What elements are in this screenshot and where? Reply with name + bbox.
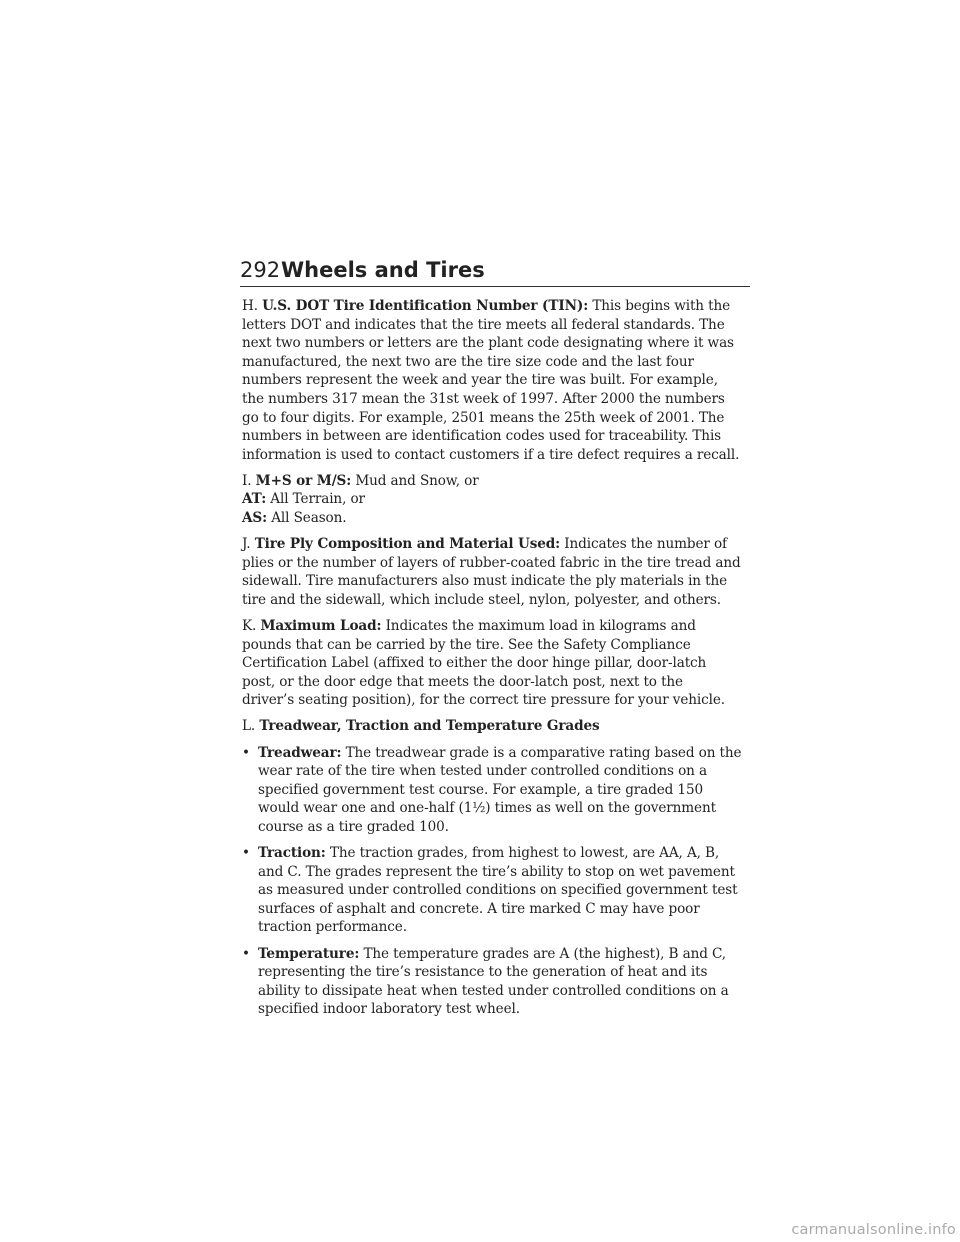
paragraph-line: driver’s seating position), for the correct tire pressure for your vehicle. xyxy=(242,692,725,709)
paragraph-line xyxy=(242,535,762,554)
paragraph-k xyxy=(242,617,762,710)
paragraph-line: plies or the number of layers of rubber-coated fabric in the tire tread and xyxy=(242,554,741,571)
term-tin: U.S. DOT Tire Identification Number (TIN): xyxy=(262,298,589,314)
paragraph-line: tire and the sidewall, which include steel, nylon, polyester, and others. xyxy=(242,591,721,608)
term-at: AT: xyxy=(242,491,267,508)
paragraph-line xyxy=(242,717,762,736)
term-ms: M+S or M/S: xyxy=(255,472,352,489)
paragraph-text: The temperature grades are A (the highest), B and C, xyxy=(363,945,727,962)
paragraph-text: The traction grades, from highest to lowest, are AA, A, B, xyxy=(329,845,720,862)
paragraph-line: ability to dissipate heat when tested under controlled conditions on a xyxy=(258,982,729,999)
paragraph-line xyxy=(242,490,762,509)
paragraph-line xyxy=(258,844,762,863)
term-max-load: Maximum Load: xyxy=(260,618,382,634)
bullet-treadwear xyxy=(242,744,762,837)
term-as: AS: xyxy=(242,510,268,527)
bullet-temperature xyxy=(242,945,762,1019)
paragraph-j xyxy=(242,535,762,609)
paragraph-line: and C. The grades represent the tire’s ability to stop on wet pavement xyxy=(258,863,735,880)
item-letter: I. xyxy=(242,472,252,489)
paragraph-line: representing the tire’s resistance to the generation of heat and its xyxy=(258,964,708,981)
item-letter: L. xyxy=(242,718,256,735)
paragraph-text: All Season. xyxy=(271,510,347,527)
paragraph-line: as measured under controlled conditions on specified government test xyxy=(258,882,738,899)
paragraph-text: This begins with the xyxy=(592,298,731,314)
paragraph-line: specified government test course. For example, a tire graded 150 xyxy=(258,781,704,798)
section-title: Wheels and Tires xyxy=(281,258,485,282)
paragraph-line: manufactured, the next two are the tire size code and the last four xyxy=(242,353,694,370)
paragraph-line: numbers represent the week and year the tire was built. For example, xyxy=(242,372,718,389)
paragraph-i xyxy=(242,472,762,528)
paragraph-line: Certification Label (affixed to either the door hinge pillar, door-latch xyxy=(242,655,707,672)
paragraph-line xyxy=(242,509,762,528)
paragraph-line: traction performance. xyxy=(258,919,407,936)
page-number: 292 xyxy=(240,258,281,282)
term-treadwear: Treadwear: xyxy=(258,744,342,761)
page-content xyxy=(242,297,762,1026)
paragraph-line: the numbers 317 mean the 31st week of 1997. After 2000 the numbers xyxy=(242,390,725,407)
paragraph-line: specified indoor laboratory test wheel. xyxy=(258,1001,520,1018)
bullet-icon: • xyxy=(242,744,250,761)
paragraph-line: sidewall. Tire manufacturers also must indicate the ply materials in the xyxy=(242,573,728,590)
paragraph-line xyxy=(242,617,762,636)
paragraph-h xyxy=(242,297,762,464)
paragraph-text: Indicates the number of xyxy=(564,536,727,553)
paragraph-line: wear rate of the tire when tested under controlled conditions on a xyxy=(258,763,707,780)
paragraph-line xyxy=(242,297,762,316)
paragraph-text: Indicates the maximum load in kilograms and xyxy=(385,618,696,634)
bullet-traction xyxy=(242,844,762,937)
paragraph-line: post, or the door edge that meets the door-latch post, next to the xyxy=(242,673,683,690)
paragraph-text: The treadwear grade is a comparative rating based on the xyxy=(345,744,742,761)
paragraph-text: Mud and Snow, or xyxy=(355,472,479,489)
item-letter: K. xyxy=(242,618,257,634)
term-ply: Tire Ply Composition and Material Used: xyxy=(254,536,561,553)
paragraph-line: pounds that can be carried by the tire. See the Safety Compliance xyxy=(242,636,691,653)
paragraph-l xyxy=(242,717,762,736)
term-grades: Treadwear, Traction and Temperature Grades xyxy=(259,718,600,735)
paragraph-line: information is used to contact customers if a tire defect requires a recall. xyxy=(242,446,740,463)
term-temperature: Temperature: xyxy=(258,945,360,962)
paragraph-line: surfaces of asphalt and concrete. A tire marked C may have poor xyxy=(258,900,700,917)
paragraph-line: course as a tire graded 100. xyxy=(258,818,449,835)
item-letter: J. xyxy=(242,536,251,553)
paragraph-line xyxy=(258,744,762,763)
paragraph-line xyxy=(258,945,762,964)
paragraph-line: would wear one and one-half (1½) times as well on the government xyxy=(258,800,716,817)
bullet-icon: • xyxy=(242,945,250,962)
paragraph-text: All Terrain, or xyxy=(270,491,365,508)
paragraph-line: letters DOT and indicates that the tire meets all federal standards. The xyxy=(242,316,725,333)
paragraph-line: numbers in between are identification codes used for traceability. This xyxy=(242,428,722,445)
paragraph-line: go to four digits. For example, 2501 means the 25th week of 2001. The xyxy=(242,409,725,426)
bullet-icon: • xyxy=(242,845,250,862)
watermark: carmanualsonline.info xyxy=(791,1222,956,1238)
paragraph-line: next two numbers or letters are the plant code designating where it was xyxy=(242,335,734,352)
paragraph-line xyxy=(242,472,762,491)
term-traction: Traction: xyxy=(258,845,326,862)
item-letter: H. xyxy=(242,298,258,314)
page-header xyxy=(240,256,750,287)
